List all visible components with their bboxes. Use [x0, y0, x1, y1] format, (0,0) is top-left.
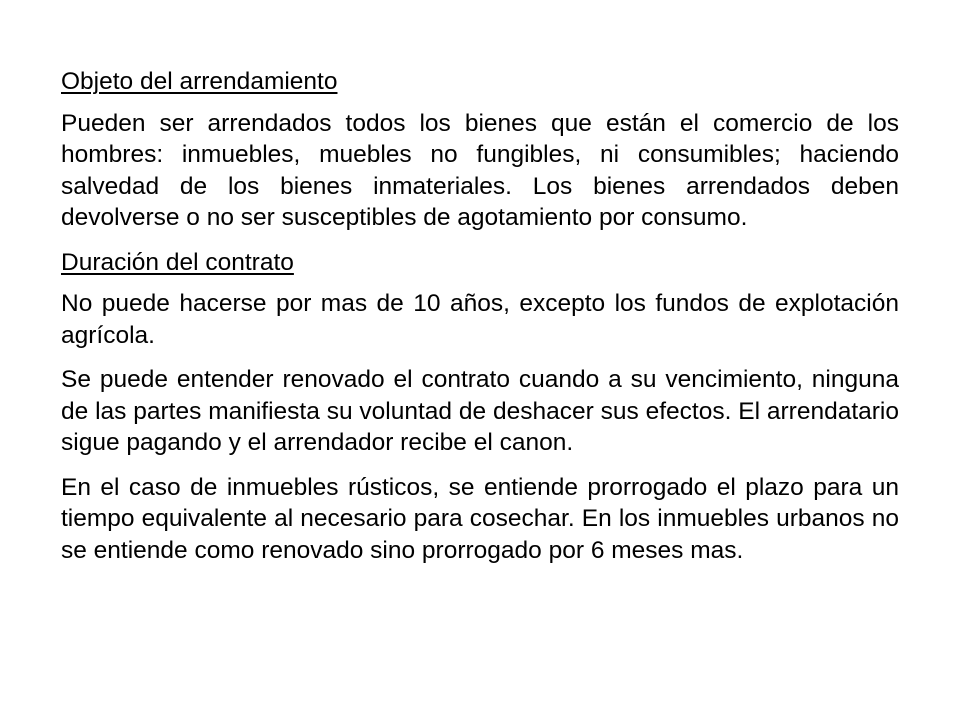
- section-heading-duracion: Duración del contrato: [61, 248, 294, 276]
- paragraph-duracion-limite: No puede hacerse por mas de 10 años, excepto los fundos de explotación agrícola.: [61, 290, 899, 349]
- paragraph-renovacion: Se puede entender renovado el contrato cuando a su vencimiento, ninguna de las partes manifiesta su voluntad de deshacer sus efectos. El arrendatario sigue pagando y el arrendador recibe el canon.: [61, 366, 899, 456]
- paragraph-prorroga: En el caso de inmuebles rústicos, se entiende prorrogado el plazo para un tiempo equivalente al necesario para cosechar. En los inmuebles urbanos no se entiende como renovado sino prorrogado por 6 meses mas.: [61, 473, 899, 564]
- section-heading-objeto: Objeto del arrendamiento: [61, 68, 338, 95]
- slide-body: [61, 66, 899, 579]
- paragraph-objeto: Pueden ser arrendados todos los bienes que están el comercio de los hombres: inmuebles, muebles no fungibles, ni consumibles; haciendo salvedad de los bienes inmateriales. Los bienes arrendados deben devolverse o no ser susceptibles de agotamiento por consumo.: [61, 109, 899, 231]
